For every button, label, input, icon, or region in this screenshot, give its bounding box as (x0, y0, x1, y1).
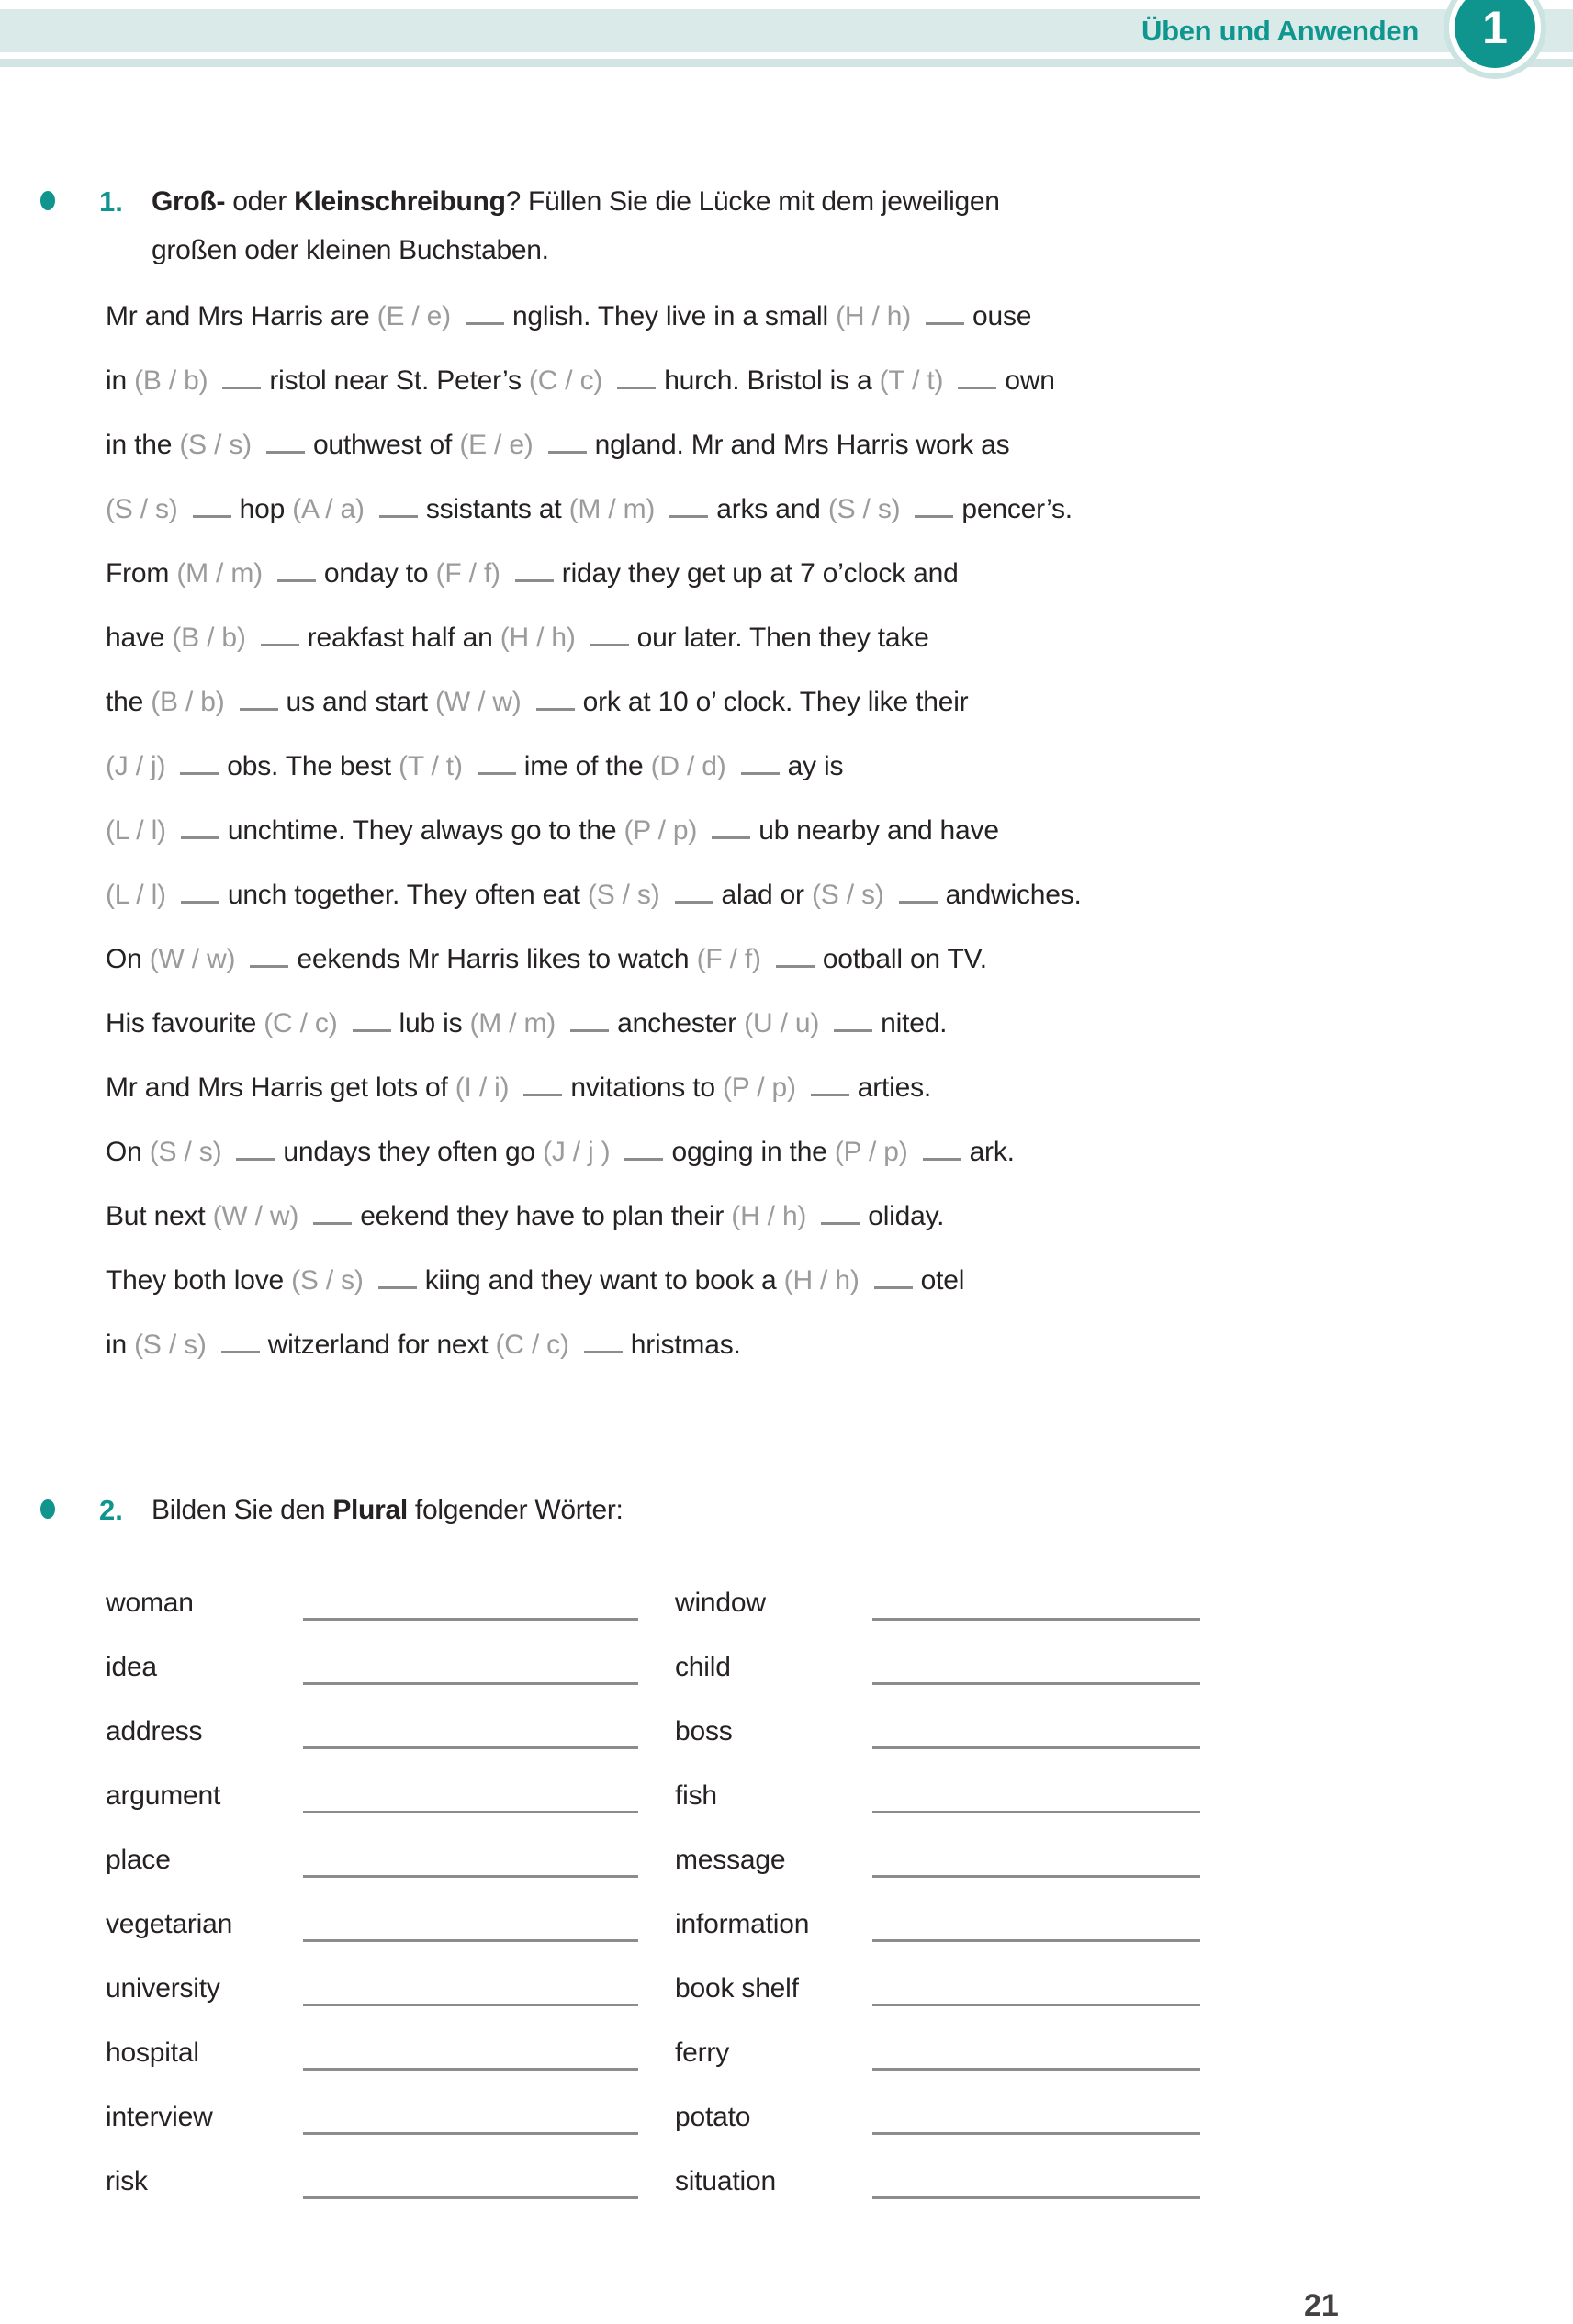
answer-line[interactable] (303, 1811, 638, 1813)
letter-hint: (H / h) (836, 301, 912, 331)
fill-blank[interactable] (180, 767, 219, 775)
text-run: anchester (617, 1008, 745, 1039)
plural-row (0, 1892, 1573, 1957)
text-run: On (106, 1137, 150, 1167)
text-run: the (106, 687, 152, 717)
fill-blank[interactable] (926, 317, 964, 325)
letter-hint: (M / m) (469, 1008, 556, 1039)
text-run: witzerland for next (267, 1330, 496, 1360)
text-run: But next (106, 1201, 213, 1231)
fill-blank[interactable] (250, 960, 288, 968)
plural-row (0, 1635, 1573, 1700)
answer-line[interactable] (303, 2068, 638, 2071)
title-text: oder (225, 186, 295, 217)
fill-blank[interactable] (536, 702, 575, 711)
text-run: On (106, 944, 150, 974)
text-run: pencer’s. (961, 494, 1073, 524)
title-text: großen oder kleinen Buchstaben. (152, 235, 549, 265)
text-run: ime of the (523, 751, 651, 781)
letter-hint: (J / j) (106, 751, 166, 781)
fill-blank[interactable] (776, 960, 815, 968)
letter-hint: (C / c) (528, 365, 603, 396)
header-band (0, 9, 1573, 52)
text-run: hop (239, 494, 293, 524)
text-run: hurch. Bristol is a (664, 365, 880, 396)
text-run: otel (920, 1265, 965, 1296)
text-line (106, 1313, 1573, 1377)
text-run: ouse (972, 301, 1032, 331)
fill-blank[interactable] (834, 1024, 872, 1032)
fill-blank[interactable] (712, 831, 750, 839)
text-run: hristmas. (630, 1330, 741, 1360)
fill-blank[interactable] (466, 317, 504, 325)
word-label: child (675, 1652, 731, 1682)
text-run: ngland. Mr and Mrs Harris work as (594, 430, 1010, 460)
letter-hint: (S / s) (106, 494, 178, 524)
answer-line[interactable] (303, 2196, 638, 2199)
letter-hint: (B / b) (134, 365, 208, 396)
answer-line[interactable] (872, 1746, 1200, 1749)
text-line (106, 927, 1573, 992)
answer-line[interactable] (872, 1682, 1200, 1685)
fill-blank[interactable] (313, 1217, 352, 1225)
text-run: Mr and Mrs Harris get lots of (106, 1072, 455, 1103)
text-run: They both love (106, 1265, 292, 1296)
text-run: nvitations to (570, 1072, 723, 1103)
fill-blank[interactable] (378, 1281, 417, 1289)
plural-row (0, 1828, 1573, 1892)
letter-hint: (J / j ) (543, 1137, 611, 1167)
text-run: kiing and they want to book a (424, 1265, 784, 1296)
text-run: have (106, 623, 173, 653)
text-line (106, 1184, 1573, 1249)
answer-line[interactable] (303, 1939, 638, 1942)
letter-hint: (C / c) (495, 1330, 569, 1360)
letter-hint: (U / u) (744, 1008, 820, 1039)
text-run: in the (106, 430, 180, 460)
fill-blank[interactable] (277, 574, 316, 582)
title-text: Groß- (152, 186, 226, 217)
letter-hint: (A / a) (292, 494, 365, 524)
word-label: message (675, 1845, 786, 1875)
word-label: ferry (675, 2038, 730, 2068)
letter-hint: (P / p) (624, 815, 698, 846)
answer-line[interactable] (872, 1618, 1200, 1621)
word-label: information (675, 1909, 810, 1939)
answer-line[interactable] (303, 2004, 638, 2006)
plural-row (0, 2021, 1573, 2085)
title-text: Plural (332, 1495, 408, 1525)
title-text: ? Füllen Sie die Lücke mit dem jeweiligen (505, 186, 1000, 217)
letter-hint: (W / w) (212, 1201, 299, 1231)
fill-blank[interactable] (478, 767, 516, 775)
fill-blank[interactable] (379, 510, 418, 518)
fill-blank[interactable] (548, 445, 587, 454)
letter-hint: (P / p) (723, 1072, 796, 1103)
letter-hint: (M / m) (568, 494, 656, 524)
exercise-1 (0, 177, 1573, 1377)
exercise-2-number: 2. (99, 1494, 123, 1526)
text-run: ub nearby and have (758, 815, 999, 846)
text-run: lub is (399, 1008, 470, 1039)
text-line (106, 670, 1573, 735)
plural-row (0, 1700, 1573, 1764)
fill-blank[interactable] (821, 1217, 860, 1225)
text-line (106, 542, 1573, 606)
exercise-1-title (152, 177, 1573, 275)
exercise-2-title (152, 1486, 1573, 1534)
answer-line[interactable] (303, 2132, 638, 2135)
plural-word-table (0, 1571, 1573, 2214)
exercise-1-number: 1. (99, 185, 123, 218)
chapter-badge (1444, 0, 1546, 79)
exercise-1-fill-text (106, 285, 1573, 1377)
text-run: nited. (881, 1008, 948, 1039)
answer-line[interactable] (872, 2068, 1200, 2071)
fill-blank[interactable] (584, 1345, 623, 1353)
text-run: in (106, 1330, 135, 1360)
text-run: eekends Mr Harris likes to watch (297, 944, 697, 974)
fill-blank[interactable] (353, 1024, 391, 1032)
text-run: ay is (787, 751, 844, 781)
fill-blank[interactable] (515, 574, 554, 582)
plural-row (0, 1957, 1573, 2021)
letter-hint: (F / f) (435, 558, 500, 589)
fill-blank[interactable] (675, 895, 713, 904)
fill-blank[interactable] (669, 510, 708, 518)
word-label: idea (106, 1652, 157, 1682)
text-line (106, 285, 1573, 349)
word-label: vegetarian (106, 1909, 233, 1939)
letter-hint: (P / p) (834, 1137, 908, 1167)
answer-line[interactable] (303, 1682, 638, 1685)
letter-hint: (T / t) (399, 751, 463, 781)
text-run: ork at 10 o’ clock. They like their (582, 687, 969, 717)
word-label: book shelf (675, 1973, 799, 2004)
letter-hint: (E / e) (376, 301, 451, 331)
letter-hint: (T / t) (879, 365, 944, 396)
fill-blank[interactable] (570, 1024, 609, 1032)
letter-hint: (M / m) (176, 558, 263, 589)
word-label: interview (106, 2102, 213, 2132)
text-line (106, 349, 1573, 413)
fill-blank[interactable] (193, 510, 231, 518)
letter-hint: (S / s) (827, 494, 901, 524)
text-line (106, 413, 1573, 477)
word-label: window (675, 1588, 766, 1618)
letter-hint: (W / w) (435, 687, 522, 717)
answer-line[interactable] (872, 1875, 1200, 1878)
title-line (152, 177, 1573, 226)
text-line (106, 863, 1573, 927)
answer-line[interactable] (872, 1939, 1200, 1942)
bullet-icon (40, 191, 55, 210)
letter-hint: (S / s) (811, 880, 884, 910)
exercise-2 (0, 1486, 1573, 2214)
text-line (106, 606, 1573, 670)
text-run: in (106, 365, 135, 396)
title-text: Kleinschreibung (294, 186, 506, 217)
text-run: nglish. They live in a small (511, 301, 837, 331)
plural-row (0, 2150, 1573, 2214)
answer-line[interactable] (303, 1875, 638, 1878)
title-text: Bilden Sie den (152, 1495, 333, 1525)
text-run: own (1005, 365, 1055, 396)
fill-blank[interactable] (222, 381, 261, 389)
text-run: alad or (721, 880, 812, 910)
text-line (106, 477, 1573, 542)
letter-hint: (H / h) (783, 1265, 860, 1296)
fill-blank[interactable] (181, 831, 219, 839)
text-line (106, 992, 1573, 1056)
letter-hint: (C / c) (264, 1008, 338, 1039)
fill-blank[interactable] (266, 445, 305, 454)
letter-hint: (S / s) (149, 1137, 222, 1167)
title-line (152, 1486, 1573, 1534)
text-run: obs. The best (227, 751, 399, 781)
fill-blank[interactable] (741, 767, 780, 775)
fill-blank[interactable] (221, 1345, 260, 1353)
exercise-1-header (0, 177, 1573, 275)
answer-line[interactable] (303, 1618, 638, 1621)
text-line (106, 1056, 1573, 1120)
text-run: arties. (857, 1072, 932, 1103)
letter-hint: (I / i) (455, 1072, 510, 1103)
word-label: boss (675, 1716, 733, 1746)
text-run: eekend they have to plan their (360, 1201, 732, 1231)
letter-hint: (S / s) (134, 1330, 207, 1360)
word-label: risk (106, 2166, 148, 2196)
text-run: Mr and Mrs Harris are (106, 301, 377, 331)
fill-blank[interactable] (811, 1088, 849, 1096)
word-label: fish (675, 1780, 717, 1811)
text-run: ssistants at (425, 494, 569, 524)
text-line (106, 1120, 1573, 1184)
letter-hint: (H / h) (500, 623, 576, 653)
fill-blank[interactable] (590, 638, 629, 646)
fill-blank[interactable] (240, 702, 278, 711)
answer-line[interactable] (872, 2132, 1200, 2135)
text-run: unch together. They often eat (227, 880, 588, 910)
text-run: riday they get up at 7 o’clock and (561, 558, 959, 589)
text-run: From (106, 558, 177, 589)
title-line (152, 226, 1573, 275)
fill-blank[interactable] (958, 381, 996, 389)
fill-blank[interactable] (236, 1152, 275, 1161)
text-run: our later. Then they take (636, 623, 929, 653)
answer-line[interactable] (872, 2196, 1200, 2199)
letter-hint: (L / l) (106, 815, 166, 846)
page-number: 21 (1304, 2288, 1339, 2323)
plural-row (0, 1571, 1573, 1635)
letter-hint: (B / b) (172, 623, 246, 653)
letter-hint: (W / w) (149, 944, 236, 974)
text-run: unchtime. They always go to the (227, 815, 624, 846)
text-run: reakfast half an (307, 623, 500, 653)
letter-hint: (L / l) (106, 880, 166, 910)
word-label: hospital (106, 2038, 199, 2068)
exercise-2-header (0, 1486, 1573, 1534)
fill-blank[interactable] (874, 1281, 913, 1289)
letter-hint: (H / h) (731, 1201, 807, 1231)
text-run: outhwest of (312, 430, 460, 460)
text-run: ark. (969, 1137, 1015, 1167)
chapter-number: 1 (1449, 0, 1541, 73)
text-line (106, 735, 1573, 799)
word-label: address (106, 1716, 203, 1746)
letter-hint: (D / d) (650, 751, 726, 781)
bullet-icon (40, 1499, 55, 1519)
fill-blank[interactable] (617, 381, 656, 389)
text-run: ootball on TV. (822, 944, 987, 974)
text-line (106, 1249, 1573, 1313)
letter-hint: (S / s) (179, 430, 252, 460)
letter-hint: (E / e) (459, 430, 534, 460)
text-run: His favourite (106, 1008, 264, 1039)
fill-blank[interactable] (915, 510, 953, 518)
fill-blank[interactable] (899, 895, 938, 904)
word-label: potato (675, 2102, 751, 2132)
fill-blank[interactable] (624, 1152, 663, 1161)
word-label: situation (675, 2166, 776, 2196)
letter-hint: (S / s) (291, 1265, 364, 1296)
header-underline-band (0, 59, 1573, 67)
text-run: undays they often go (283, 1137, 544, 1167)
fill-blank[interactable] (923, 1152, 961, 1161)
header-title: Üben und Anwenden (1140, 15, 1419, 47)
fill-blank[interactable] (181, 895, 219, 904)
title-text: folgender Wörter: (407, 1495, 624, 1525)
plural-row (0, 2085, 1573, 2150)
word-label: place (106, 1845, 171, 1875)
letter-hint: (F / f) (696, 944, 761, 974)
text-run: onday to (323, 558, 436, 589)
text-run: arks and (716, 494, 828, 524)
plural-row (0, 1764, 1573, 1828)
fill-blank[interactable] (523, 1088, 562, 1096)
answer-line[interactable] (872, 2004, 1200, 2006)
answer-line[interactable] (303, 1746, 638, 1749)
fill-blank[interactable] (261, 638, 299, 646)
letter-hint: (B / b) (151, 687, 225, 717)
word-label: woman (106, 1588, 194, 1618)
text-run: us and start (286, 687, 436, 717)
word-label: university (106, 1973, 220, 2004)
answer-line[interactable] (872, 1811, 1200, 1813)
letter-hint: (S / s) (587, 880, 660, 910)
text-line (106, 799, 1573, 863)
text-run: andwiches. (945, 880, 1082, 910)
text-run: oliday. (868, 1201, 945, 1231)
text-run: ogging in the (671, 1137, 835, 1167)
text-run: ristol near St. Peter’s (269, 365, 529, 396)
word-label: argument (106, 1780, 221, 1811)
